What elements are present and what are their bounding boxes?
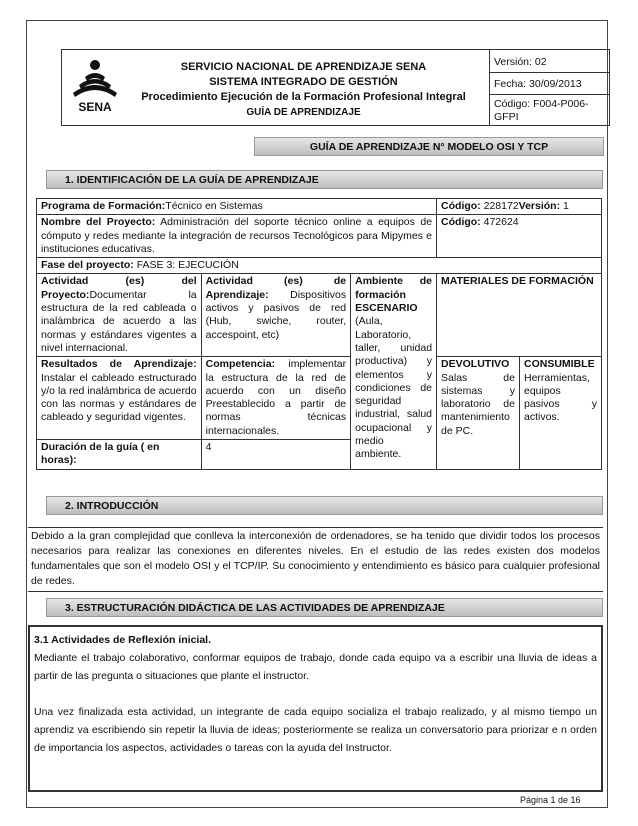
returnable-cell: DEVOLUTIVO Salas de sistemas y laboratorio de mantenimiento de PC. bbox=[437, 357, 520, 469]
activity-paragraph-1: Mediante el trabajo colaborativo, conformar equipos de trabajo, donde cada equipo va a escribir una lluvia de ideas a partir de las pregunta o situaciones que plante el instructor. bbox=[34, 652, 597, 682]
section-2-heading: 2. INTRODUCCIÓN bbox=[46, 496, 603, 515]
table-row bbox=[37, 357, 602, 440]
materials-cell: MATERIALES DE FORMACIÓN bbox=[437, 274, 602, 357]
doc-type: GUÍA DE APRENDIZAJE bbox=[246, 107, 361, 118]
phase-cell: Fase del proyecto: FASE 3: EJECUCIÓN bbox=[37, 258, 602, 274]
activity-title: 3.1 Actividades de Reflexión inicial. bbox=[34, 634, 212, 646]
table-row bbox=[37, 215, 602, 258]
duration-value-cell: 4 bbox=[201, 440, 351, 470]
table-row bbox=[37, 274, 602, 357]
project-cell: Nombre del Proyecto: Administración del soporte técnico online a equipos de cómputo y redes mediante la integración de recursos Tecnológicos para Mipymes e instituciones educativas. bbox=[37, 215, 437, 258]
introduction-text: Debido a la gran complejidad que conlleva la interconexión de ordenadores, se ha tenido que dividir todos los procesos necesarios para realizar las conexiones en diferentes niveles. En el estudio de las redes existen dos modelos fundamentales que son el modelo OSI y el TCP/IP. Su conocimiento y entendimiento es básico para cualquier profesional de redes. bbox=[28, 527, 603, 592]
environment-cell: Ambiente de formación ESCENARIO (Aula, Laboratorio, taller, unidad productiva) y elementos y condiciones de seguridad industrial, salud ocupacional y medio ambiente. bbox=[351, 274, 437, 469]
identification-table bbox=[36, 198, 602, 470]
learning-activity-cell: Actividad (es) de Aprendizaje: Dispositivos activos y pasivos de red (Hub, swiche, router, accespoint, etc) bbox=[201, 274, 351, 357]
date-cell: Fecha: 30/09/2013 bbox=[490, 73, 609, 95]
activity-box bbox=[28, 625, 603, 792]
header-title-block bbox=[62, 50, 490, 125]
org-name: SERVICIO NACIONAL DE APRENDIZAJE SENA bbox=[180, 61, 427, 73]
project-activity-cell: Actividad (es) del Proyecto:Documentar la estructura de la red cableada o inalámbrica de acuerdo a las normas y estándares vigentes a nivel internacional. bbox=[37, 274, 202, 357]
system-name: SISTEMA INTEGRADO DE GESTIÓN bbox=[209, 76, 398, 88]
header-titles bbox=[122, 60, 485, 120]
table-row bbox=[37, 258, 602, 274]
version-cell: Versión: 02 bbox=[490, 50, 609, 73]
project-code-cell: Código: 472624 bbox=[437, 215, 602, 258]
svg-text:SENA: SENA bbox=[78, 100, 112, 114]
code-version-cell: Código: 228172Versión: 1 bbox=[437, 199, 602, 215]
activity-paragraph-2: Una vez finalizada esta actividad, un integrante de cada equipo socializa el trabajo realizado, y al mismo tiempo un aprendiz va escribiendo sin repetir la lluvia de ideas; posteriormente se realiza un conversatorio para priorizar e n orden de importancia los aspectos, actividades o tareas con la ayuda del Instructor. bbox=[34, 706, 597, 754]
page-number: Página 1 de 16 bbox=[520, 795, 581, 805]
duration-label-cell: Duración de la guía ( en horas): bbox=[37, 440, 202, 470]
program-cell: Programa de Formación:Técnico en Sistemas bbox=[37, 199, 437, 215]
guide-title-bar: GUÍA DE APRENDIZAJE N° MODELO OSI Y TCP bbox=[254, 137, 604, 156]
header-meta bbox=[490, 50, 609, 125]
competence-cell: Competencia: implementar la estructura de la red de acuerdo con un diseño Preestablecido a partir de normas técnicas internacionales. bbox=[201, 357, 351, 440]
sena-logo-icon bbox=[65, 55, 125, 115]
section-1-heading: 1. IDENTIFICACIÓN DE LA GUÍA DE APRENDIZAJE bbox=[46, 170, 603, 189]
consumable-cell: CONSUMIBLE Herramientas, equipos pasivos y activos. bbox=[519, 357, 601, 469]
results-cell: Resultados de Aprendizaje: Instalar el cableado estructurado y/o la red inalámbrica de acuerdo con las normas y estándares de cableado y seguridad vigentes. bbox=[37, 357, 202, 440]
code-cell: Código: F004-P006-GFPI bbox=[494, 98, 589, 123]
table-row bbox=[37, 199, 602, 215]
procedure-name: Procedimiento Ejecución de la Formación Profesional Integral bbox=[141, 91, 466, 103]
document-header bbox=[61, 49, 610, 126]
section-3-heading: 3. ESTRUCTURACIÓN DIDÁCTICA DE LAS ACTIVIDADES DE APRENDIZAJE bbox=[46, 598, 603, 617]
